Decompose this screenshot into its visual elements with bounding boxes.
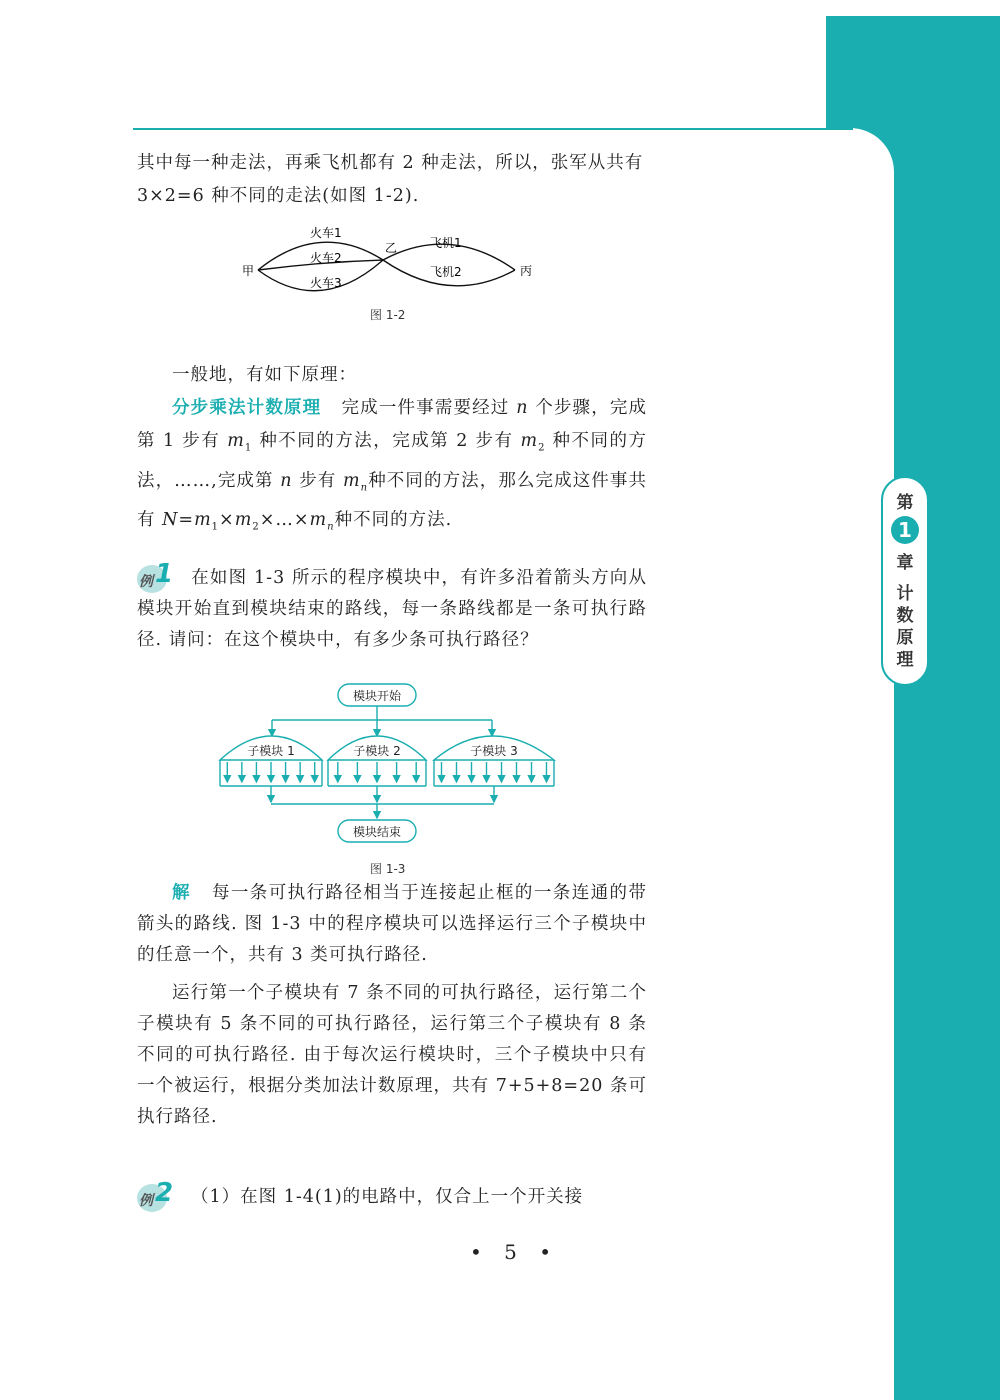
route-label-plane-1: 飞机1 xyxy=(430,236,462,250)
example-1-badge: 例 1 xyxy=(137,565,177,593)
submodule-3-label: 子模块 3 xyxy=(470,744,518,758)
intro-line-1: 其中每一种走法，再乘飞机都有 2 种走法，所以，张军从共有 xyxy=(137,153,644,173)
figure-1-3-caption: 图 1-3 xyxy=(370,862,406,876)
intro-line-2: 3×2=6 种不同的走法(如图 1-2). xyxy=(137,186,420,206)
figure-1-3 xyxy=(214,678,564,848)
header-rule xyxy=(133,128,853,130)
route-label-train-3: 火车3 xyxy=(310,276,342,290)
chapter-tab[interactable] xyxy=(881,476,929,686)
submodule-2-label: 子模块 2 xyxy=(353,744,401,758)
example-2 xyxy=(137,1177,647,1213)
chapter-title-char: 计 xyxy=(896,584,914,604)
example-1-question: 在如图 1-3 所示的程序模块中，有许多沿着箭头方向从模块开始直到模块结束的路线，每一条路线都是一条可执行路径. 请问：在这个模块中，有多少条可执行路径？ xyxy=(137,568,647,650)
node-mid: 乙 xyxy=(385,241,398,255)
principle-paragraph: 分步乘法计数原理 完成一件事需要经过 n 个步骤，完成第 1 步有 $m_1$ 种不同的方法，完成第 2 步有 $m_2$ 种不同的方法，……,完成第 n 步有 $m_n$种不同的方法，那么完成这件事共有 $N=m_1\times m_2\times\dots\times m_n$种不同的方法. xyxy=(137,398,648,533)
principle-name: 分步乘法计数原理 xyxy=(172,398,322,418)
solution-paragraph-2: 运行第一个子模块有 7 条不同的可执行路径，运行第二个子模块有 5 条不同的可执行路径，运行第三个子模块有 8 条不同的可执行路径. 由于每次运行模块时，三个子模块中只有一个被运行，根据分类加法计数原理，共有 7+5+8=20 条可执行路径. xyxy=(137,983,647,1127)
node-start: 甲 xyxy=(242,264,255,278)
route-label-train-2: 火车2 xyxy=(310,251,342,265)
figure-1-2-caption: 图 1-2 xyxy=(370,308,406,322)
solution-paragraph-1: 解 每一条可执行路径相当于连接起止框的一条连通的带箭头的路线. 图 1-3 中的程序模块可以选择运行三个子模块中的任意一个，共有 3 类可执行路径. xyxy=(137,883,647,965)
principle-lead: 一般地，有如下原理： xyxy=(172,365,357,385)
end-label: 模块结束 xyxy=(352,825,402,839)
route-label-train-1: 火车1 xyxy=(310,226,342,240)
route-label-plane-2: 飞机2 xyxy=(430,265,462,279)
chapter-suffix: 章 xyxy=(896,553,914,573)
start-label: 模块开始 xyxy=(352,689,402,703)
example-2-question: （1）在图 1-4(1)的电路中，仅合上一个开关接 xyxy=(191,1187,584,1207)
figure-1-2 xyxy=(230,220,550,310)
submodule-1-label: 子模块 1 xyxy=(247,744,295,758)
node-end: 丙 xyxy=(520,264,533,278)
example-1 xyxy=(137,558,647,656)
chapter-prefix: 第 xyxy=(896,493,914,513)
example-2-badge: 例 2 xyxy=(137,1184,177,1212)
page-number: • 5 • xyxy=(470,1240,560,1264)
chapter-title-char: 数 xyxy=(896,606,914,626)
chapter-number-badge: 1 xyxy=(891,516,919,544)
chapter-title xyxy=(897,583,914,671)
chapter-title-char: 理 xyxy=(896,650,914,670)
chapter-title-char: 原 xyxy=(896,628,914,648)
solution-label: 解 xyxy=(172,883,191,903)
